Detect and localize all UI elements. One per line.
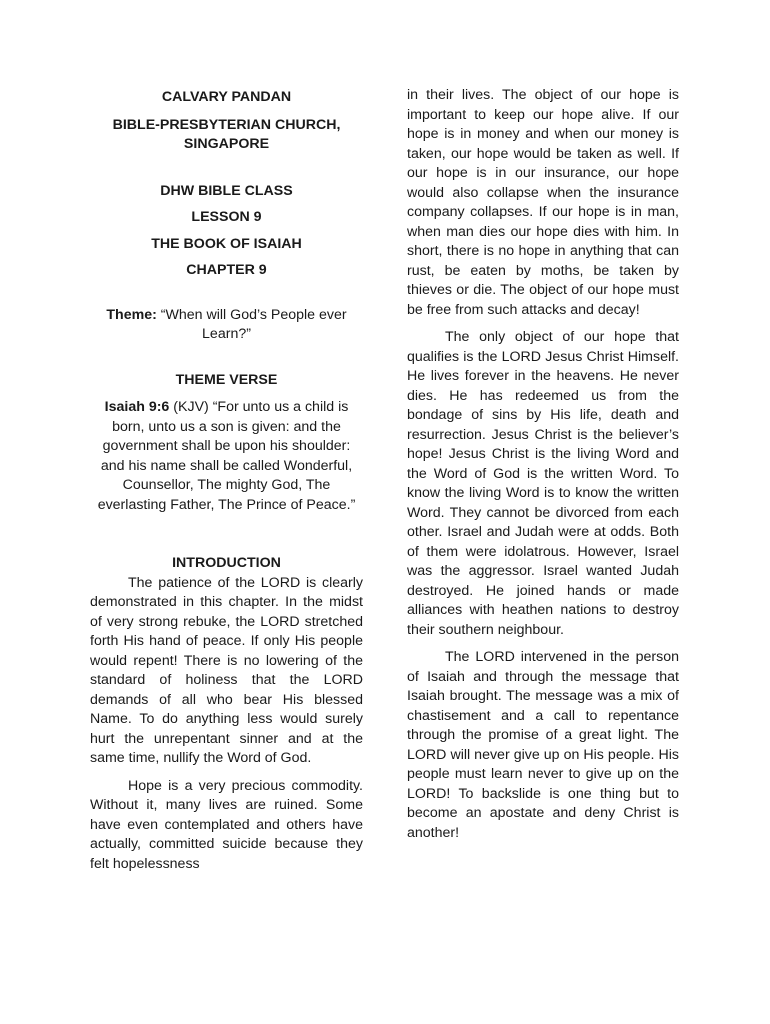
lesson-number: LESSON 9: [191, 209, 262, 225]
verse-reference: Isaiah 9:6: [104, 399, 170, 415]
class-name: DHW BIBLE CLASS: [160, 182, 293, 199]
chapter-number: CHAPTER 9: [186, 262, 267, 278]
left-column: [90, 86, 363, 874]
body-paragraph-2: The only object of our hope that qualifies is the LORD Jesus Christ Himself. He lives forever in the heavens. He never dies. He has redeemed us from the bondage of sins by His life, death and resurrection. Jesus Christ is the believer’s hope! Jesus Christ is the living Word and the Word of God is the written Word. To know the living Word is to know the written Word. They cannot be divorced from each other. Israel and Judah were at odds. Both of them were idolatrous. However, Israel was the aggressor. Israel wanted Judah destroyed. He joined hands or made alliances with heathen nations to destroy their southern neighbour.: [407, 329, 679, 638]
org-name: CALVARY PANDAN: [161, 89, 292, 105]
church-name-line1: BIBLE-PRESBYTERIAN CHURCH,: [112, 116, 341, 133]
theme-label: Theme:: [106, 306, 157, 323]
body-paragraph-1: in their lives. The object of our hope is important to keep our hope alive. If our hope is in money and when our money is taken, our hope would be taken as well. If our hope is in our insurance, our hope would also collapse when the insurance company collapses. If our hope is in man, when man dies our hope dies with him. In short, there is no hope in anything that can rust, be eaten by moths, be taken by thieves or die. The object of our hope must be free from such attacks and decay!: [407, 87, 679, 318]
theme-verse-heading: THEME VERSE: [175, 371, 278, 388]
theme: [90, 306, 363, 345]
verse-version: (KJV): [173, 399, 209, 415]
book-title: THE BOOK OF ISAIAH: [151, 235, 302, 252]
right-column: [407, 86, 679, 843]
intro-paragraph-1: The patience of the LORD is clearly demonstrated in this chapter. In the midst of very strong rebuke, the LORD stretched forth His hand of peace. If only His people would repent! There is no lowering of the standard of holiness that the LORD demands of all who bear His blessed Name. To do anything less would surely hurt the unrepentant sinner and at the same time, nullify the Word of God.: [90, 574, 363, 766]
theme-text: “When will God’s People ever Learn?”: [160, 306, 347, 342]
introduction-heading: INTRODUCTION: [172, 555, 281, 571]
intro-paragraph-2: Hope is a very precious commodity. Without it, many lives are ruined. Some have even contemplated and others have actually, committed suicide because they felt hopelessness: [90, 777, 363, 872]
theme-verse: [90, 398, 363, 515]
body-paragraph-3: The LORD intervened in the person of Isaiah and through the message that Isaiah brought. The message was a mix of chastisement and a call to repentance through the promise of a great light. The LORD will never give up on His people. His people must learn never to give up on the LORD! To backslide is one thing but to become an apostate and deny Christ is another!: [407, 649, 679, 841]
verse-text: “For unto us a child is born, unto us a son is given: and the government shall be upon his shoulder: and his name shall be called Wonderful, Counsellor, The mighty God, The everlasting Father, The Prince of Peace.”: [97, 399, 356, 513]
church-name-line2: SINGAPORE: [183, 136, 270, 152]
